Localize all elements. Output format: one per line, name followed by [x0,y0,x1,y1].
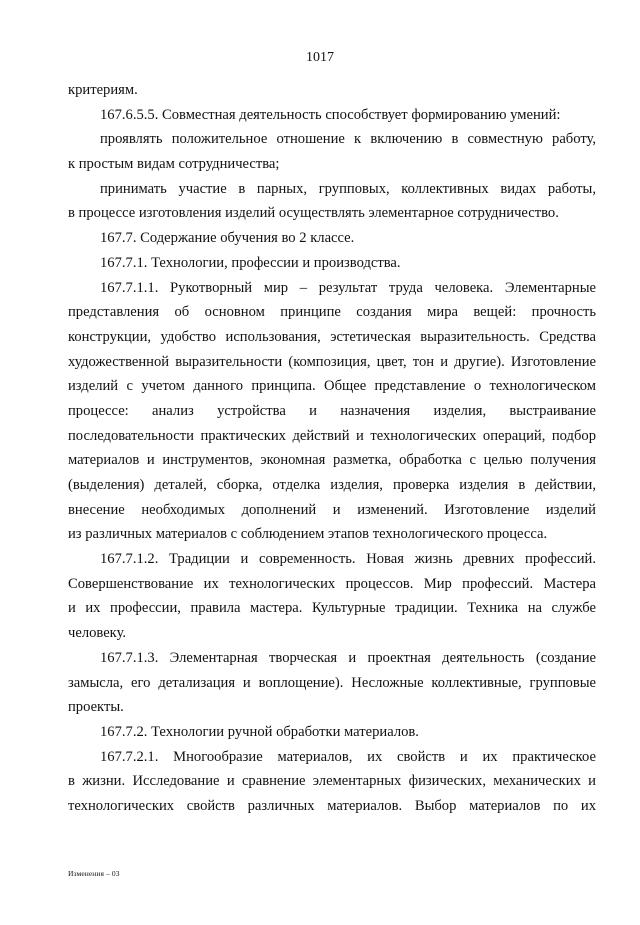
body-text [68,78,596,819]
text-line: замысла, его детализация и воплощение). Несложные коллективные, групповые [68,674,596,691]
text-line: представления об основном принципе создания мира вещей: прочность [68,304,596,321]
text-line: 167.7.2. Технологии ручной обработки материалов. [100,723,419,740]
text-line: 167.7. Содержание обучения во 2 классе. [100,230,355,247]
text-line: конструкции, удобство использования, эстетическая выразительность. Средства [68,328,596,345]
text-line: 167.7.2.1. Многообразие материалов, их свойств и их практическое [100,748,596,765]
text-line: человеку. [68,625,127,642]
page-number: 1017 [306,50,334,65]
text-line: процессе: анализ устройства и назначения изделия, выстраивание [68,402,596,419]
text-line: материалов и инструментов, экономная разметка, обработка с целью получения [68,452,596,469]
text-line: изделий с учетом данного принципа. Общее представление о технологическом [68,378,596,395]
text-line: 167.7.1.3. Элементарная творческая и проектная деятельность (создание [100,649,596,666]
text-line: внесение необходимых дополнений и изменений. Изготовление изделий [68,501,596,518]
text-line: критериям. [68,82,138,98]
text-line: 167.7.1.2. Традиции и современность. Новая жизнь древних профессий. [100,551,596,568]
text-line: последовательности практических действий и технологических операций, подбор [68,427,596,444]
text-line: (выделения) деталей, сборка, отделка изделия, проверка изделия в действии, [68,477,596,493]
text-line: принимать участие в парных, групповых, коллективных видах работы, [100,180,596,197]
text-line: 167.6.5.5. Совместная деятельность способствует формированию умений: [100,106,561,123]
text-line: Совершенствование их технологических процессов. Мир профессий. Мастера [68,575,596,592]
text-line: и их профессии, правила мастера. Культурные традиции. Техника на службе [68,600,596,617]
text-line: 167.7.1.1. Рукотворный мир – результат труда человека. Элементарные [100,279,596,296]
text-line: к простым видам сотрудничества; [68,156,280,173]
text-line: проявлять положительное отношение к включению в совместную работу, [100,131,596,148]
footer-note: Изменения – 03 [68,869,120,878]
text-line: 167.7.1. Технологии, профессии и производства. [100,254,401,271]
text-line: технологических свойств различных материалов. Выбор материалов по их [68,797,596,814]
text-line: проекты. [68,699,124,716]
text-line: в процессе изготовления изделий осуществлять элементарное сотрудничество. [68,205,559,222]
text-line: в жизни. Исследование и сравнение элементарных физических, механических и [68,773,596,790]
text-line: художественной выразительности (композиция, цвет, тон и другие). Изготовление [68,353,596,370]
text-line: из различных материалов с соблюдением этапов технологического процесса. [68,526,548,543]
